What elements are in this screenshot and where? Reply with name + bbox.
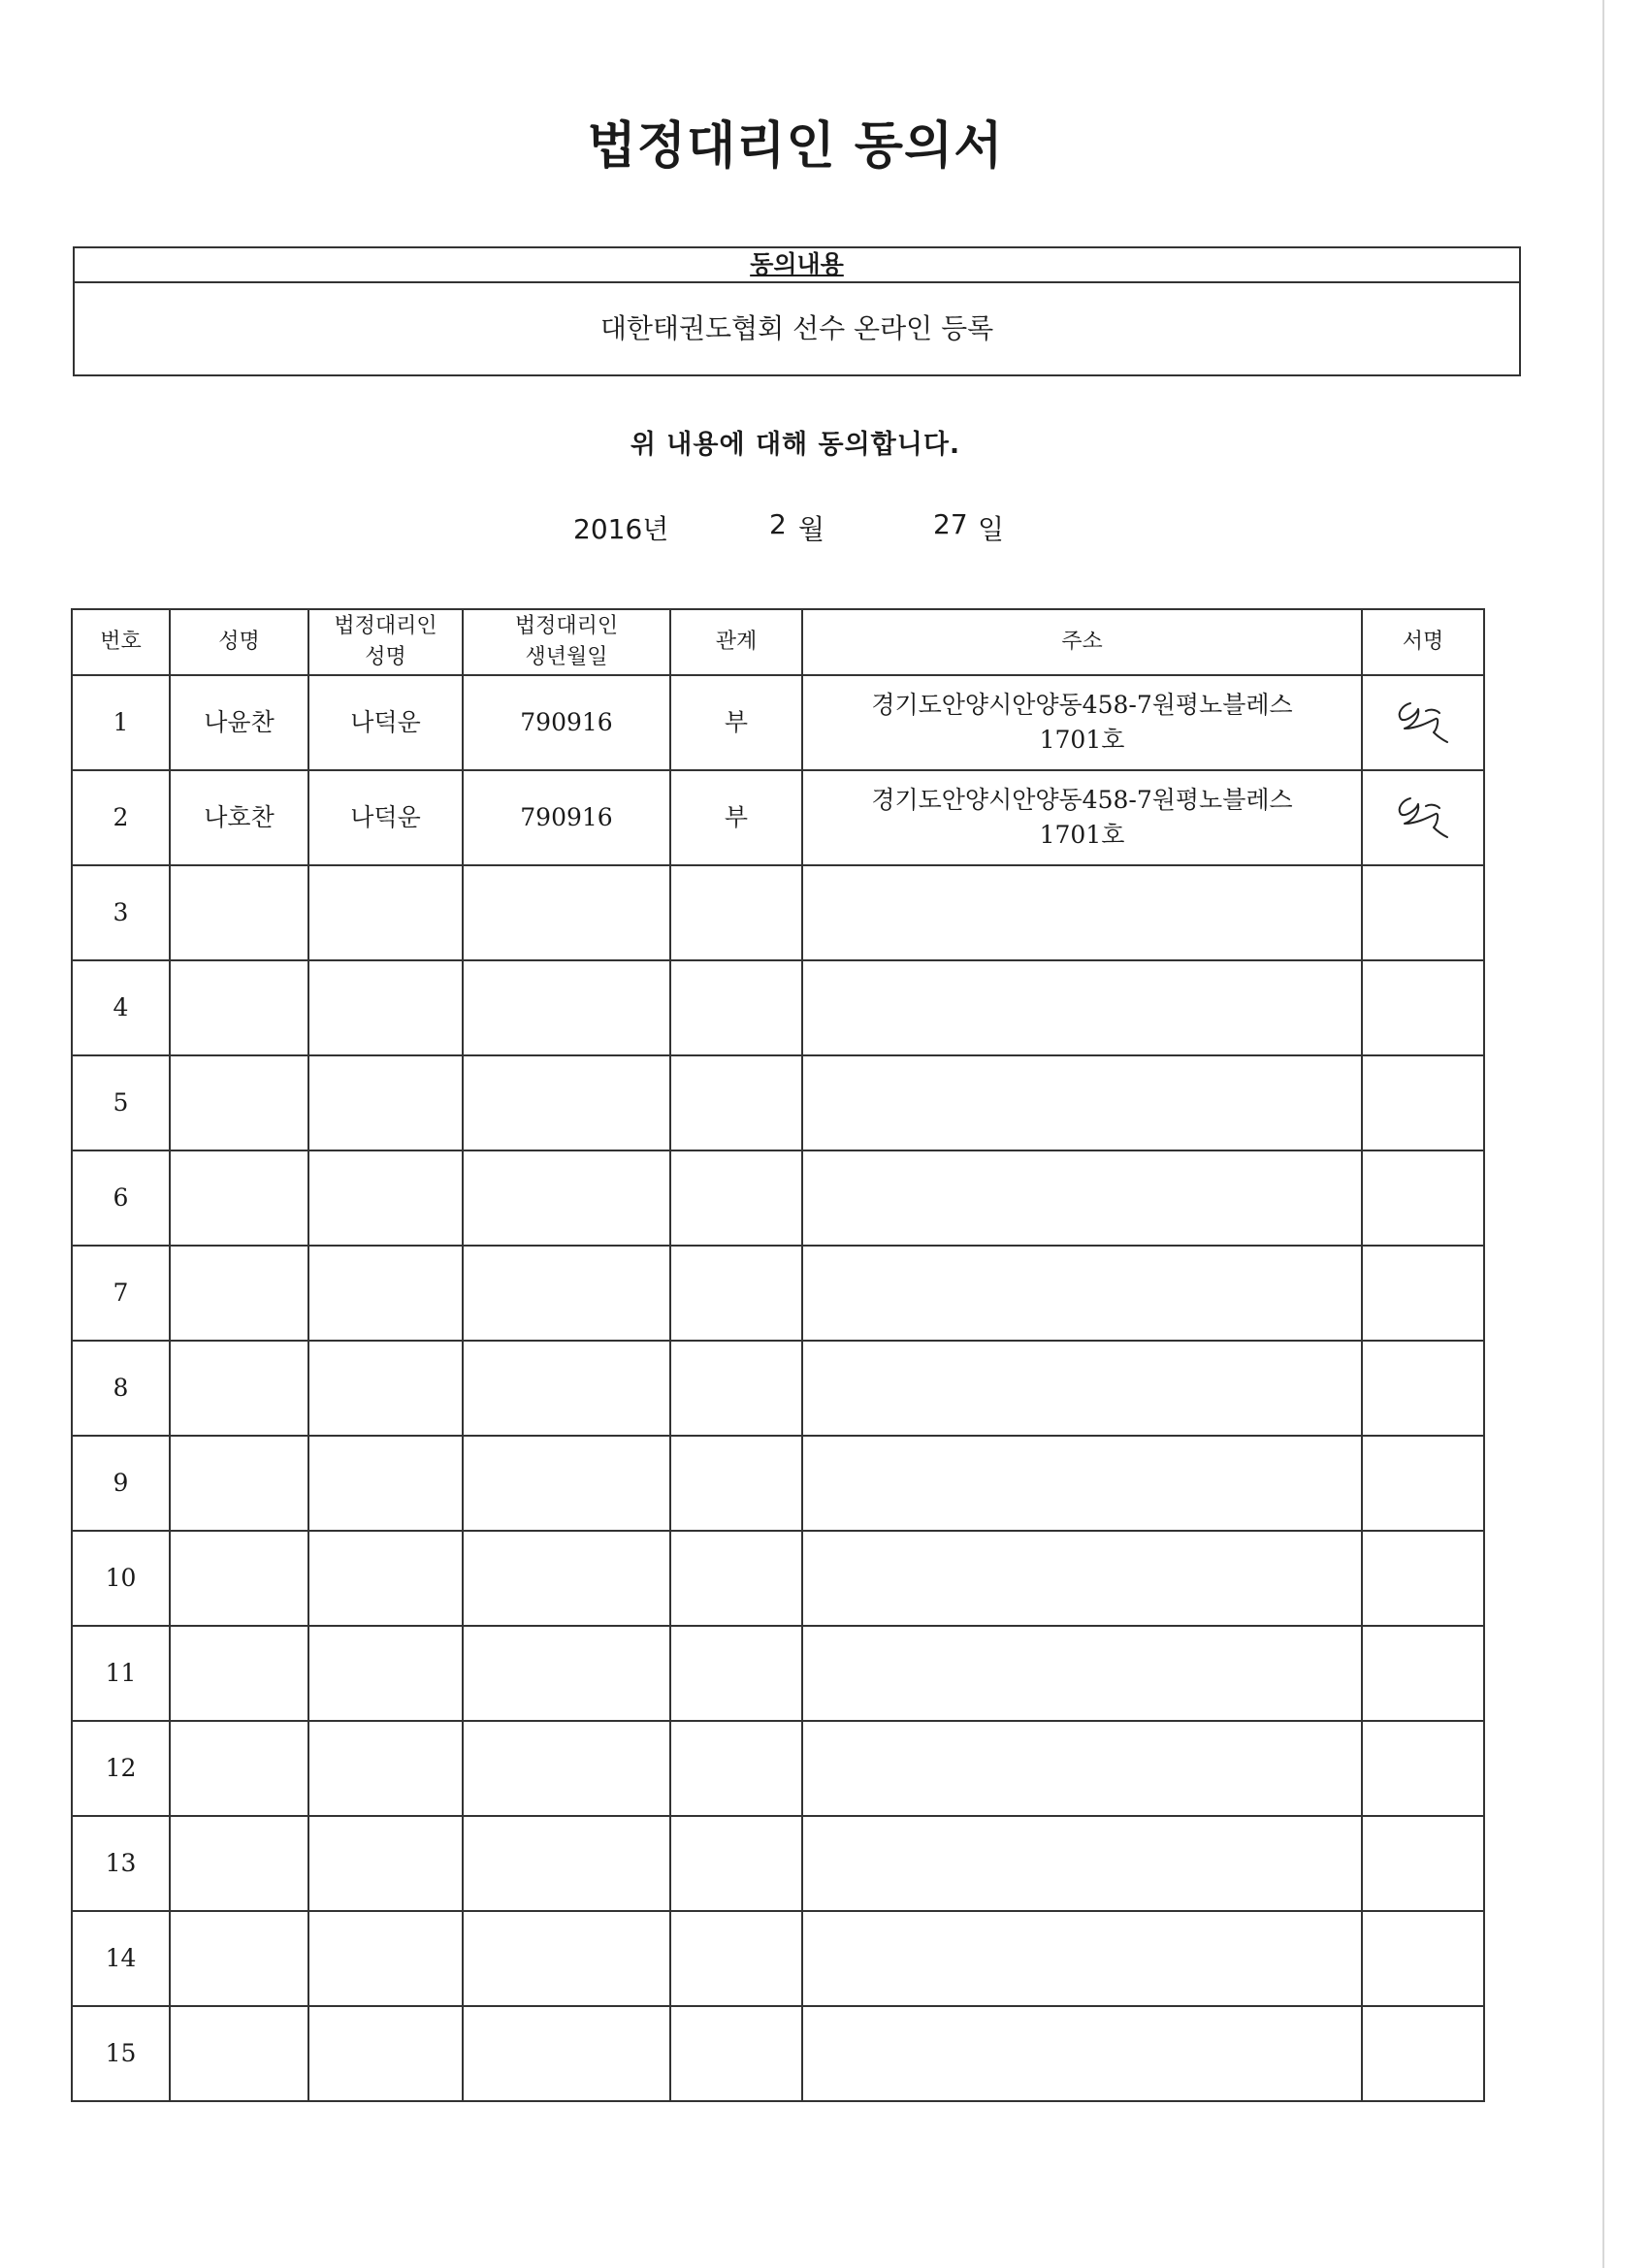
header-signature: 서명 [1362, 609, 1484, 675]
header-guardian-birth-line2: 생년월일 [525, 645, 608, 669]
cell-name [170, 1436, 308, 1531]
cell-signature [1362, 960, 1484, 1055]
cell-guardian-name [308, 1721, 463, 1816]
cell-guardian-name: 나덕운 [308, 675, 463, 770]
cell-guardian-name [308, 1246, 463, 1341]
cell-address [802, 1816, 1362, 1911]
cell-relation [670, 1055, 802, 1150]
cell-relation [670, 1341, 802, 1436]
table-row [72, 675, 1484, 770]
table-row [72, 2006, 1484, 2101]
cell-guardian-name [308, 2006, 463, 2101]
cell-guardian-name [308, 865, 463, 960]
cell-name [170, 1721, 308, 1816]
table-row [72, 1911, 1484, 2006]
cell-address [802, 770, 1362, 865]
table-row [72, 865, 1484, 960]
cell-guardian-birth [463, 1436, 670, 1531]
signature-stroke [1426, 710, 1439, 713]
cell-relation [670, 1911, 802, 2006]
cell-relation [670, 1721, 802, 1816]
handwritten-signature [1389, 789, 1457, 847]
cell-guardian-birth [463, 1246, 670, 1341]
cell-name [170, 1341, 308, 1436]
cell-address [802, 960, 1362, 1055]
cell-address [802, 675, 1362, 770]
cell-signature [1362, 1150, 1484, 1246]
cell-address [802, 1911, 1362, 2006]
cell-guardian-birth: 790916 [463, 770, 670, 865]
cell-signature [1362, 1246, 1484, 1341]
cell-address [802, 2006, 1362, 2101]
cell-address-line1: 경기도안양시안양동458-7원평노블레스 [871, 691, 1293, 719]
cell-name [170, 1911, 308, 2006]
header-guardian-name-line1: 법정대리인 [334, 614, 437, 638]
table-row [72, 960, 1484, 1055]
cell-signature [1362, 1341, 1484, 1436]
date-month-unit: 월 [798, 513, 825, 545]
cell-guardian-birth [463, 1341, 670, 1436]
cell-name [170, 960, 308, 1055]
agreement-statement: 위 내용에 대해 동의합니다. [630, 430, 961, 460]
table-row [72, 1150, 1484, 1246]
cell-guardian-birth [463, 960, 670, 1055]
table-row [72, 770, 1484, 865]
consent-box [73, 246, 1521, 376]
table-row [72, 1816, 1484, 1911]
cell-relation: 부 [670, 675, 802, 770]
cell-relation [670, 1531, 802, 1626]
cell-name [170, 865, 308, 960]
cell-address [802, 865, 1362, 960]
cell-number: 10 [72, 1531, 170, 1626]
cell-signature [1362, 1721, 1484, 1816]
cell-relation [670, 1626, 802, 1721]
handwritten-signature [1389, 694, 1457, 752]
cell-name [170, 1055, 308, 1150]
cell-address [802, 1436, 1362, 1531]
cell-signature [1362, 1055, 1484, 1150]
cell-name [170, 1816, 308, 1911]
cell-guardian-birth [463, 1531, 670, 1626]
consent-content: 대한태권도협회 선수 온라인 등록 [599, 312, 994, 344]
table-row [72, 1055, 1484, 1150]
cell-guardian-birth [463, 1816, 670, 1911]
cell-address [802, 1531, 1362, 1626]
cell-number: 3 [72, 865, 170, 960]
cell-relation [670, 1436, 802, 1531]
cell-guardian-birth: 790916 [463, 675, 670, 770]
cell-relation: 부 [670, 770, 802, 865]
cell-number: 14 [72, 1911, 170, 2006]
cell-guardian-birth [463, 1626, 670, 1721]
consent-header-label: 동의내용 [750, 250, 844, 278]
cell-signature [1362, 1626, 1484, 1721]
cell-guardian-name [308, 1911, 463, 2006]
cell-number: 13 [72, 1816, 170, 1911]
cell-name [170, 1531, 308, 1626]
cell-relation [670, 1246, 802, 1341]
header-guardian-birth-line1: 법정대리인 [514, 614, 619, 638]
table-row [72, 1626, 1484, 1721]
page-edge-line [1602, 0, 1604, 2268]
cell-relation [670, 1150, 802, 1246]
cell-number: 6 [72, 1150, 170, 1246]
cell-number: 8 [72, 1341, 170, 1436]
cell-signature [1362, 865, 1484, 960]
cell-address [802, 1721, 1362, 1816]
header-guardian-name-line2: 성명 [365, 645, 406, 669]
cell-guardian-name [308, 960, 463, 1055]
cell-signature [1362, 1911, 1484, 2006]
date-day-unit: 일 [978, 513, 1005, 545]
cell-address [802, 1246, 1362, 1341]
cell-name [170, 1150, 308, 1246]
cell-number: 2 [72, 770, 170, 865]
cell-name: 나윤찬 [170, 675, 308, 770]
cell-guardian-birth [463, 2006, 670, 2101]
header-guardian-name [308, 609, 463, 675]
date-month-value: 2 [769, 508, 787, 540]
cell-number: 1 [72, 675, 170, 770]
cell-guardian-name [308, 1055, 463, 1150]
cell-number: 9 [72, 1436, 170, 1531]
cell-name [170, 1626, 308, 1721]
cell-guardian-birth [463, 1150, 670, 1246]
cell-relation [670, 960, 802, 1055]
cell-signature [1362, 2006, 1484, 2101]
cell-number: 4 [72, 960, 170, 1055]
date-day-value: 27 [933, 508, 968, 540]
cell-number: 5 [72, 1055, 170, 1150]
cell-address [802, 1626, 1362, 1721]
cell-signature [1362, 1531, 1484, 1626]
cell-signature [1362, 1816, 1484, 1911]
cell-address-line1: 경기도안양시안양동458-7원평노블레스 [871, 786, 1293, 814]
cell-address-line2: 1701호 [1039, 726, 1125, 754]
cell-address-line2: 1701호 [1039, 821, 1125, 849]
cell-relation [670, 1816, 802, 1911]
header-relation: 관계 [670, 609, 802, 675]
cell-guardian-name [308, 1531, 463, 1626]
cell-name [170, 2006, 308, 2101]
cell-signature [1362, 1436, 1484, 1531]
cell-guardian-birth [463, 865, 670, 960]
guardian-consent-table [71, 608, 1485, 2102]
cell-address [802, 1055, 1362, 1150]
table-row [72, 1721, 1484, 1816]
header-number: 번호 [72, 609, 170, 675]
cell-signature [1362, 675, 1484, 770]
consent-header [75, 248, 1519, 283]
date-year: 2016년 [573, 513, 669, 545]
cell-name: 나호찬 [170, 770, 308, 865]
table-header-row [72, 609, 1484, 675]
cell-number: 15 [72, 2006, 170, 2101]
cell-guardian-name [308, 1816, 463, 1911]
signature-stroke [1400, 703, 1447, 742]
cell-guardian-name [308, 1626, 463, 1721]
cell-number: 11 [72, 1626, 170, 1721]
cell-address [802, 1341, 1362, 1436]
header-address: 주소 [802, 609, 1362, 675]
header-guardian-birth [463, 609, 670, 675]
cell-guardian-name [308, 1341, 463, 1436]
document-title: 법정대리인 동의서 [587, 117, 1004, 176]
cell-relation [670, 865, 802, 960]
cell-address [802, 1150, 1362, 1246]
cell-signature [1362, 770, 1484, 865]
header-name: 성명 [170, 609, 308, 675]
cell-guardian-name: 나덕운 [308, 770, 463, 865]
cell-guardian-birth [463, 1911, 670, 2006]
cell-name [170, 1246, 308, 1341]
cell-relation [670, 2006, 802, 2101]
cell-guardian-birth [463, 1055, 670, 1150]
table-row [72, 1341, 1484, 1436]
signature-stroke [1426, 805, 1439, 808]
cell-guardian-name [308, 1150, 463, 1246]
cell-guardian-name [308, 1436, 463, 1531]
table-row [72, 1531, 1484, 1626]
cell-number: 7 [72, 1246, 170, 1341]
table-row [72, 1246, 1484, 1341]
signature-stroke [1400, 798, 1447, 837]
cell-guardian-birth [463, 1721, 670, 1816]
table-body [72, 675, 1484, 2101]
table-row [72, 1436, 1484, 1531]
cell-number: 12 [72, 1721, 170, 1816]
